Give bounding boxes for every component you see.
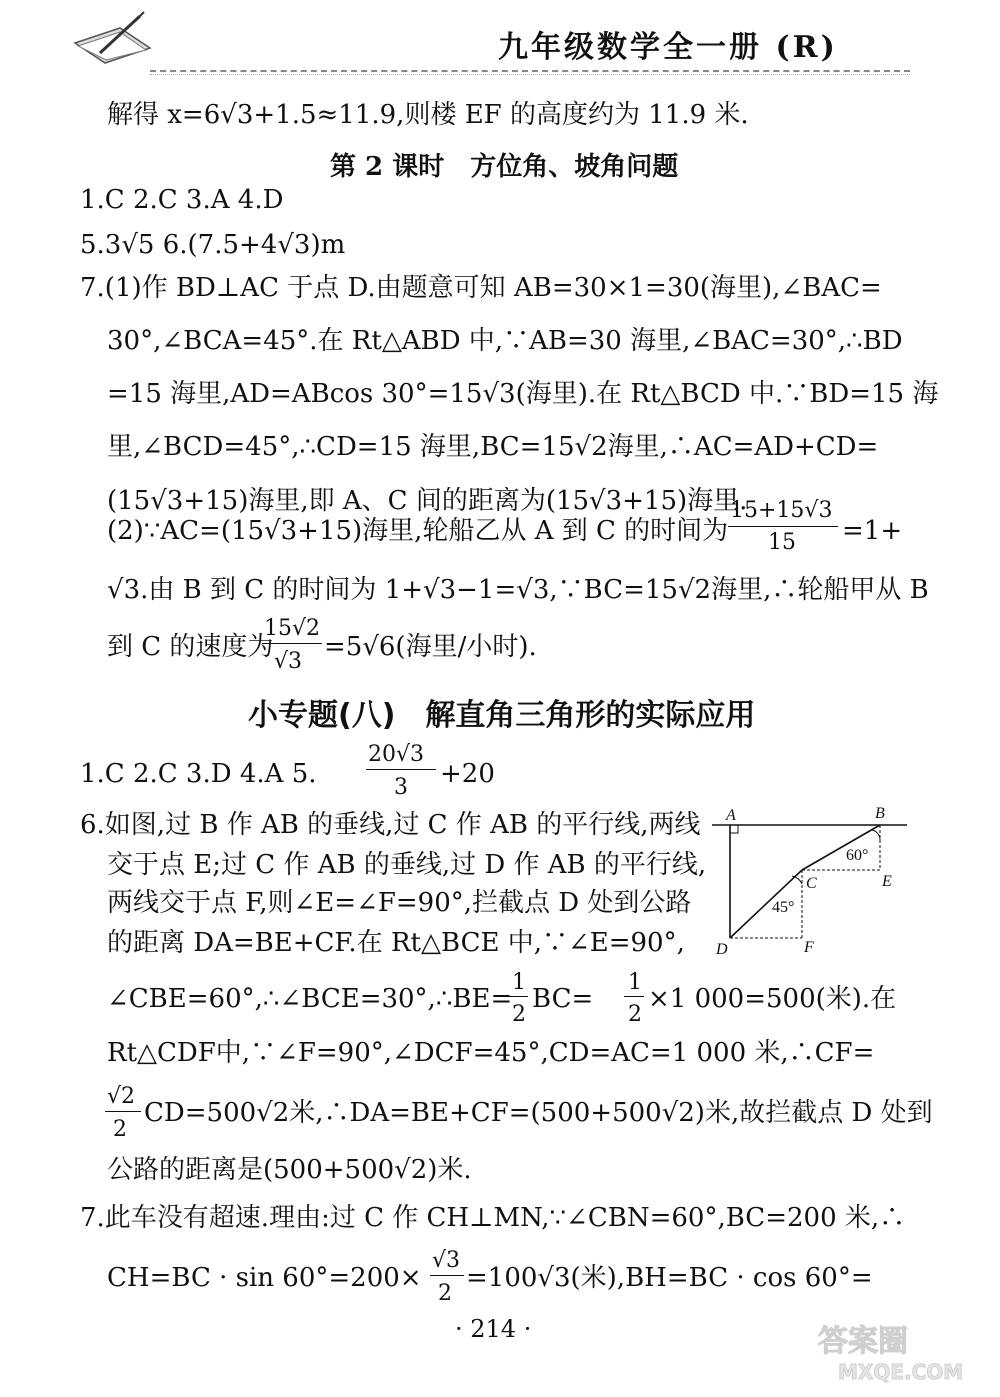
header-title: 九年级数学全一册 (R)	[498, 30, 838, 65]
label-a: A	[726, 807, 736, 824]
label-e: E	[882, 873, 892, 890]
fraction-numerator: 15+15√3	[730, 498, 833, 523]
angle-45-label: 45°	[772, 899, 795, 916]
svg-text:答案圈: 答案圈	[818, 1324, 908, 1359]
fraction-bar	[105, 1111, 141, 1112]
text-line: 公路的距离是(500+500√2)米.	[107, 1155, 472, 1185]
fraction-denominator: √3	[274, 649, 303, 674]
section-title: 第 2 课时 方位角、坡角问题	[330, 152, 679, 182]
fraction-numerator: 1	[512, 970, 526, 995]
text-line: +20	[440, 759, 495, 789]
label-d: D	[716, 941, 728, 958]
text-line: =100√3(米),BH=BC · cos 60°=	[466, 1263, 873, 1293]
fraction-bar	[262, 643, 322, 644]
svg-text:MXQE.COM: MXQE.COM	[838, 1360, 964, 1384]
text-line: 5.3√5 6.(7.5+4√3)m	[80, 230, 346, 260]
label-c: C	[806, 875, 817, 892]
text-line: 7.此车没有超速.理由:过 C 作 CH⊥MN,∵∠CBN=60°,BC=200 米,∴	[80, 1203, 906, 1233]
text-line: 到 C 的速度为	[107, 632, 274, 662]
angle-60-label: 60°	[846, 847, 869, 864]
text-line: ∠CBE=60°,∴∠BCE=30°,∴BE=	[107, 984, 513, 1014]
fraction-denominator: 2	[512, 1002, 526, 1027]
text-line: 的距离 DA=BE+CF.在 Rt△BCE 中,∵∠E=90°,	[107, 928, 685, 958]
fraction-bar	[508, 996, 528, 997]
text-line: 交于点 E;过 C 作 AB 的垂线,过 D 作 AB 的平行线,	[107, 850, 707, 880]
text-line: 7.(1)作 BD⊥AC 于点 D.由题意可知 AB=30×1=30(海里),∠BAC=	[80, 273, 882, 303]
fraction-denominator: 2	[438, 1281, 452, 1306]
label-f: F	[804, 939, 814, 956]
fraction-denominator: 2	[628, 1002, 642, 1027]
watermark-logo	[808, 1315, 988, 1385]
text-line: 1.C 2.C 3.A 4.D	[80, 185, 284, 215]
section-title: 小专题(八) 解直角三角形的实际应用	[248, 698, 756, 733]
page-number: · 214 ·	[455, 1315, 532, 1343]
fraction-denominator: 2	[113, 1117, 127, 1142]
text-line: ×1 000=500(米).在	[648, 984, 897, 1014]
fraction-numerator: √2	[107, 1084, 136, 1109]
text-line: 6.如图,过 B 作 AB 的垂线,过 C 作 AB 的平行线,两线	[80, 810, 701, 840]
text-line: 两线交于点 F,则∠E=∠F=90°,拦截点 D 处到公路	[107, 888, 692, 918]
text-line: CD=500√2米,∴DA=BE+CF=(500+500√2)米,故拦截点 D 处到	[144, 1098, 933, 1128]
header-divider-dotted	[150, 74, 910, 75]
label-b: B	[875, 805, 885, 822]
text-line: CH=BC · sin 60°=200×	[107, 1263, 422, 1293]
text-line: =15 海里,AD=ABcos 30°=15√3(海里).在 Rt△BCD 中.∵BD=15 海	[107, 379, 939, 409]
fraction-numerator: 15√2	[264, 616, 321, 641]
geometry-figure	[712, 800, 912, 964]
fraction-bar	[366, 769, 436, 770]
text-line: Rt△CDF中,∵∠F=90°,∠DCF=45°,CD=AC=1 000 米,∴CF=	[107, 1038, 875, 1068]
fraction-bar	[624, 996, 644, 997]
fraction-denominator: 15	[768, 530, 796, 555]
text-line: √3.由 B 到 C 的时间为 1+√3−1=√3,∵BC=15√2海里,∴轮船甲从 B	[107, 575, 929, 605]
text-line: (2)∵AC=(15√3+15)海里,轮船乙从 A 到 C 的时间为	[107, 516, 729, 546]
text-line: 里,∠BCD=45°,∴CD=15 海里,BC=15√2海里,∴AC=AD+CD=	[107, 432, 879, 462]
text-line: (15√3+15)海里,即 A、C 间的距离为(15√3+15)海里.	[107, 486, 748, 516]
fraction-denominator: 3	[394, 775, 408, 800]
fraction-numerator: √3	[432, 1248, 461, 1273]
fraction-numerator: 1	[628, 970, 642, 995]
header-divider	[150, 70, 910, 72]
fraction-bar	[430, 1275, 464, 1276]
text-line: =5√6(海里/小时).	[324, 632, 537, 662]
text-line: 30°,∠BCA=45°.在 Rt△ABD 中,∵AB=30 海里,∠BAC=30°,∴BD	[107, 326, 903, 356]
text-line: 1.C 2.C 3.D 4.A 5.	[80, 759, 317, 789]
text-line: BC=	[532, 984, 594, 1014]
text-line: 解得 x=6√3+1.5≈11.9,则楼 EF 的高度约为 11.9 米.	[107, 100, 749, 130]
notebook-pen-icon	[70, 8, 160, 72]
text-line: =1+	[842, 516, 903, 546]
fraction-numerator: 20√3	[368, 742, 425, 767]
